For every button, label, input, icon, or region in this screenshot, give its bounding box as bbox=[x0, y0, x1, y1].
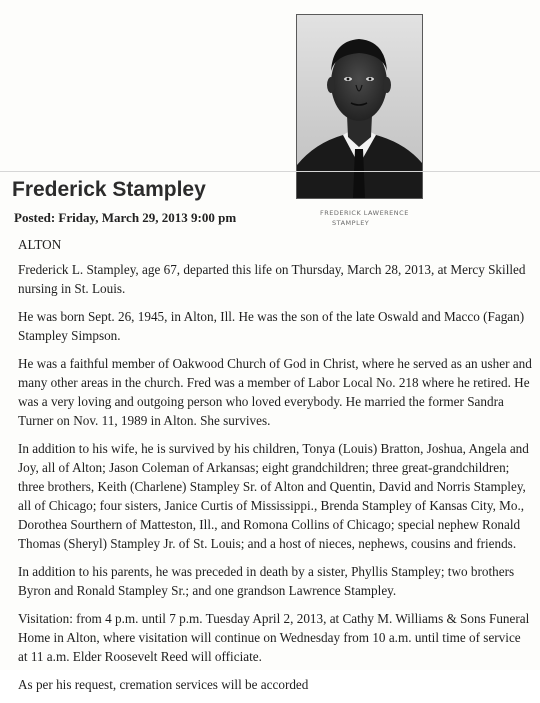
obituary-body bbox=[18, 235, 532, 703]
paragraph-death-notice: Frederick L. Stampley, age 67, departed this life on Thursday, March 28, 2013, at Mercy Skilled nursing in St. Louis. bbox=[18, 262, 526, 296]
paragraph-visitation: Visitation: from 4 p.m. until 7 p.m. Tuesday April 2, 2013, at Cathy M. Williams & Sons Funeral Home in Alton, where visitation will continue on Wednesday from 10 a.m. until time of service at 11 a.m. Elder Roosevelt Reed will officiate. bbox=[18, 611, 530, 664]
photo-caption-line2: STAMPLEY bbox=[332, 219, 370, 227]
paragraph-survivors: In addition to his wife, he is survived by his children, Tonya (Louis) Bratton, Joshua, Angela and Joy, all of Alton; Jason Coleman of Arkansas; eight grandchildren; three great-grandchildren; three brothers, Keith (Charlene) Stampley Sr. of Alton and Quentin, David and Norris Stampley, all of Chicago; four sisters, Janice Curtis of Mississippi., Brenda Stampley of Kansas City, Mo., Dorothea Sourthern of Matteston, Ill., and Romona Collins of Chicago; special nephew Ronald Thomas (Sheryl) Stampley Jr. of St. Louis; and a host of nieces, nephews, cousins and friends. bbox=[18, 441, 529, 551]
paragraph-birth: He was born Sept. 26, 1945, in Alton, Ill. He was the son of the late Oswald and Macco (Fagan) Stampley Simpson. bbox=[18, 309, 525, 343]
posted-date: Posted: Friday, March 29, 2013 9:00 pm bbox=[14, 210, 237, 225]
header-divider bbox=[0, 171, 540, 172]
paragraph-church-and-career: He was a faithful member of Oakwood Church of God in Christ, where he served as an usher and many other areas in the church. Fred was a member of Labor Local No. 218 where he retired. He was a very loving and outgoing person who loved everybody. He married the former Sandra Turner on Nov. 11, 1989 in Alton. She survives. bbox=[18, 356, 532, 428]
photo-caption bbox=[320, 208, 430, 228]
dateline-location: ALTON bbox=[18, 237, 62, 252]
photo-caption-line1: FREDERICK LAWERENCE bbox=[320, 209, 409, 217]
paragraph-cremation: As per his request, cremation services will be accorded bbox=[18, 677, 309, 692]
paragraph-preceded-in-death: In addition to his parents, he was preceded in death by a sister, Phyllis Stampley; two brothers Byron and Ronald Stampley Sr.; and one grandson Lawrence Stampley. bbox=[18, 564, 515, 598]
page-title: Frederick Stampley bbox=[12, 178, 206, 201]
